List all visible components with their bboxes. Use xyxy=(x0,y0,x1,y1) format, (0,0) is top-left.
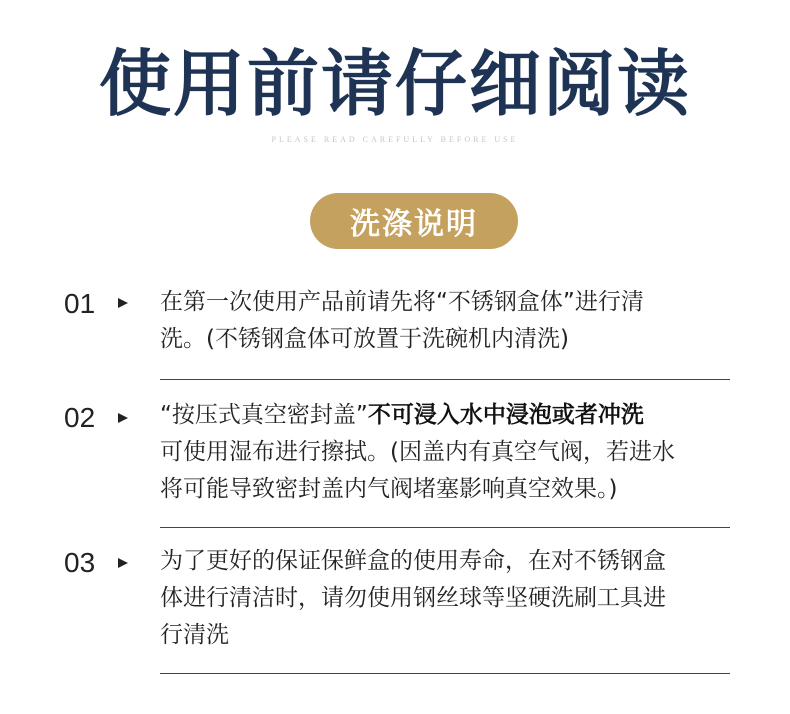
item-text-line: 洗。(不锈钢盒体可放置于洗碗机内清洗) xyxy=(160,326,569,352)
section-label-washing-instructions: 洗涤说明 xyxy=(310,193,518,249)
item-text xyxy=(160,397,730,508)
arrow-right-icon xyxy=(118,413,128,423)
item-text-segment: “按压式真空密封盖” xyxy=(160,402,368,428)
item-divider xyxy=(160,527,730,528)
page-title: 使用前请仔细阅读 xyxy=(98,42,691,126)
item-text-warning: 不可浸入水中浸泡或者冲洗 xyxy=(367,402,644,428)
item-text-line: 为了更好的保证保鲜盒的使用寿命，在对不锈钢盒 xyxy=(160,548,666,574)
page-subtitle: PLEASE READ CAREFULLY BEFORE USE xyxy=(271,135,519,144)
item-text xyxy=(160,543,730,654)
item-number: 03 xyxy=(64,547,96,578)
item-number: 02 xyxy=(64,402,96,433)
item-text-line: 体进行清洁时，请勿使用钢丝球等坚硬洗刷工具进 xyxy=(160,585,666,611)
item-text xyxy=(160,284,730,358)
item-text-line xyxy=(160,397,730,434)
item-text-line: 在第一次使用产品前请先将“不锈钢盒体”进行清 xyxy=(160,289,644,315)
item-text-line: 行清洗 xyxy=(160,622,229,648)
item-text-line: 可使用湿布进行擦拭。(因盖内有真空气阀，若进水 xyxy=(160,439,675,465)
item-text-line: 将可能导致密封盖内气阀堵塞影响真空效果。) xyxy=(160,476,618,502)
arrow-right-icon xyxy=(118,558,128,568)
item-divider xyxy=(160,379,730,380)
item-divider xyxy=(160,673,730,674)
item-number: 01 xyxy=(64,288,96,319)
arrow-right-icon xyxy=(118,298,128,308)
